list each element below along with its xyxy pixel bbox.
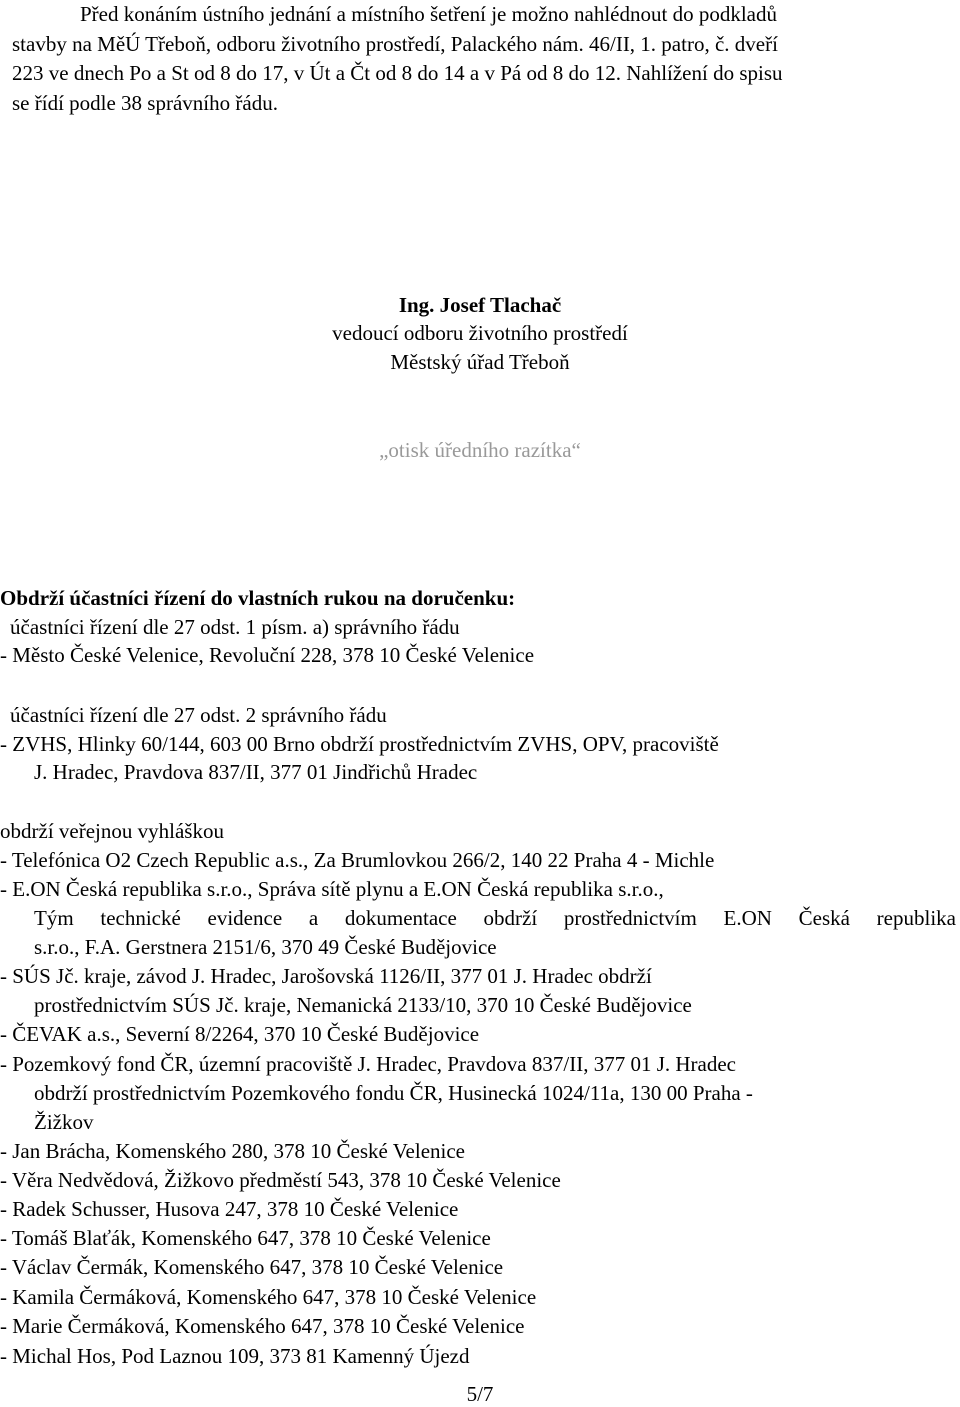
list-item-continuation: prostřednictvím SÚS Jč. kraje, Nemanická 2133/10, 370 10 České Budějovice — [34, 993, 692, 1017]
group1-item: - Město České Velenice, Revoluční 228, 378 10 České Velenice — [0, 643, 535, 667]
page-number: 5/7 — [466, 1382, 494, 1406]
intro-line-1: Před konáním ústního jednání a místního šetření je možno nahlédnout do podkladů — [80, 2, 777, 26]
list-item: - Marie Čermáková, Komenského 647, 378 10 České Velenice — [0, 1314, 525, 1338]
intro-line-4: se řídí podle 38 správního řádu. — [12, 91, 278, 115]
list-item: - Michal Hos, Pod Laznou 109, 373 81 Kamenný Újezd — [0, 1344, 470, 1368]
signatory-office: Městský úřad Třeboň — [390, 350, 570, 374]
list-item: - SÚS Jč. kraje, závod J. Hradec, Jarošovská 1126/II, 377 01 J. Hradec obdrží — [0, 964, 652, 988]
group2-item-line-1: - ZVHS, Hlinky 60/144, 603 00 Brno obdrží prostřednictvím ZVHS, OPV, pracoviště — [0, 732, 719, 756]
list-item: - Telefónica O2 Czech Republic a.s., Za Brumlovkou 266/2, 140 22 Praha 4 - Michle — [0, 848, 715, 872]
list-item-continuation: Tým technické evidence a dokumentace obdrží prostřednictvím E.ON Česká republika — [34, 906, 956, 930]
list-item: - Pozemkový fond ČR, územní pracoviště J. Hradec, Pravdova 837/II, 377 01 J. Hradec — [0, 1052, 736, 1076]
group1-label: účastníci řízení dle 27 odst. 1 písm. a) správního řádu — [10, 615, 460, 639]
recipients-heading: Obdrží účastníci řízení do vlastních rukou na doručenku: — [0, 586, 516, 610]
signatory-name: Ing. Josef Tlachač — [398, 293, 562, 317]
list-item: - Radek Schusser, Husova 247, 378 10 České Velenice — [0, 1197, 459, 1221]
public-notice-label: obdrží veřejnou vyhláškou — [0, 819, 224, 843]
intro-line-2: stavby na MěÚ Třeboň, odboru životního prostředí, Palackého nám. 46/II, 1. patro, č. dveří — [12, 32, 778, 56]
list-item: - ČEVAK a.s., Severní 8/2264, 370 10 České Budějovice — [0, 1022, 480, 1046]
list-item: - Kamila Čermáková, Komenského 647, 378 10 České Velenice — [0, 1285, 537, 1309]
list-item-continuation: obdrží prostřednictvím Pozemkového fondu ČR, Husinecká 1024/11a, 130 00 Praha - — [34, 1081, 753, 1105]
list-item: - Jan Brácha, Komenského 280, 378 10 České Velenice — [0, 1139, 465, 1163]
list-item-continuation: Žižkov — [34, 1110, 94, 1134]
list-item: - Tomáš Blaťák, Komenského 647, 378 10 České Velenice — [0, 1226, 491, 1250]
list-item: - E.ON Česká republika s.r.o., Správa sítě plynu a E.ON Česká republika s.r.o., — [0, 877, 664, 901]
list-item: - Věra Nedvědová, Žižkovo předměstí 543, 378 10 České Velenice — [0, 1168, 561, 1192]
group2-item-line-2: J. Hradec, Pravdova 837/II, 377 01 Jindřichů Hradec — [34, 760, 478, 784]
signatory-role: vedoucí odboru životního prostředí — [332, 321, 628, 345]
group2-label: účastníci řízení dle 27 odst. 2 správního řádu — [10, 703, 387, 727]
stamp-placeholder: „otisk úředního razítka“ — [379, 438, 581, 462]
intro-line-3: 223 ve dnech Po a St od 8 do 17, v Út a Čt od 8 do 14 a v Pá od 8 do 12. Nahlížení do spisu — [12, 61, 783, 85]
list-item-continuation: s.r.o., F.A. Gerstnera 2151/6, 370 49 České Budějovice — [34, 935, 497, 959]
list-item: - Václav Čermák, Komenského 647, 378 10 České Velenice — [0, 1255, 504, 1279]
